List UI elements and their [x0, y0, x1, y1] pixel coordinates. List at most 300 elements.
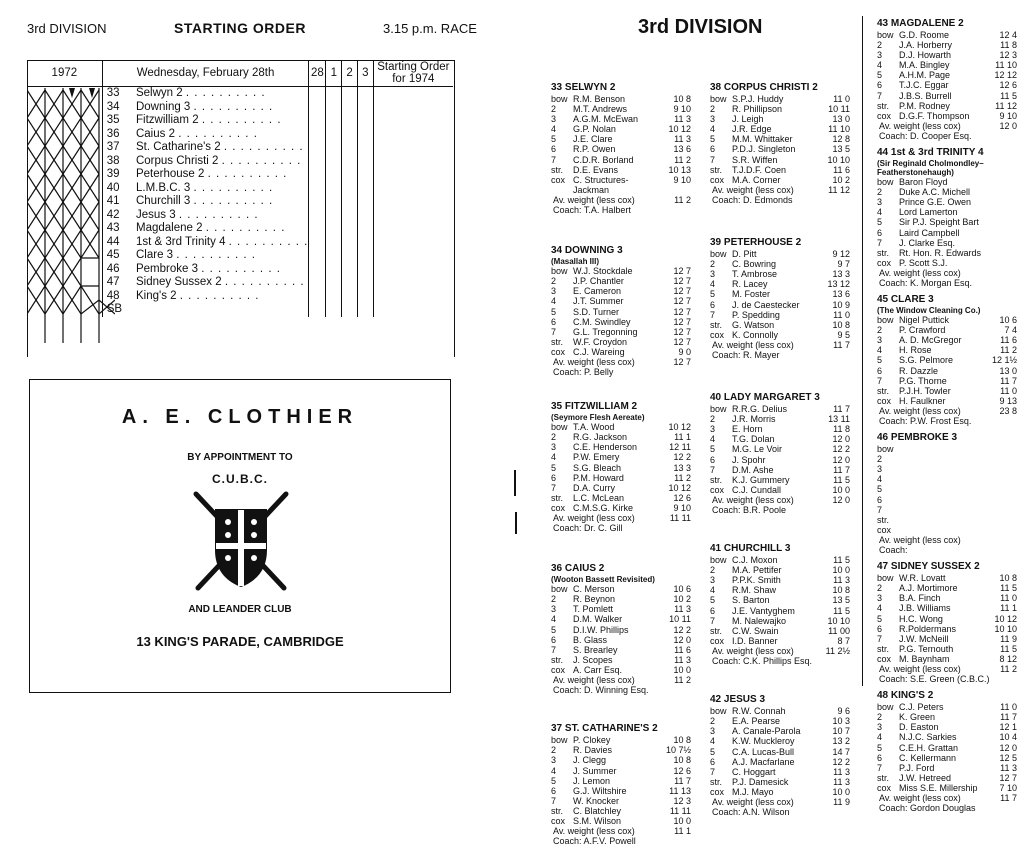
crew-member-row [877, 712, 1017, 722]
crew-name-text: St. Catharine's 2 [135, 141, 221, 153]
crew-nickname: (Seymore Flesh Aereate) [551, 413, 645, 423]
rower-weight: 9 13 [999, 395, 1017, 406]
avg-weight-label: Av. weight (less cox) [879, 793, 961, 803]
rower-name: C.J. Cundall [732, 484, 782, 495]
crew-member-row [710, 404, 850, 414]
row-crew-name: King's 2 . . . . . . . . . . [135, 289, 260, 302]
rower-weight: 12 7 [673, 276, 691, 287]
crew-member-row [551, 276, 691, 286]
rower-name: J.B.S. Burrell [899, 90, 952, 101]
rower-name: Prince G.E. Owen [899, 197, 972, 208]
rower-weight: 10 0 [832, 484, 850, 495]
seat: bow [551, 584, 568, 595]
seat: cox [551, 664, 566, 675]
seat: 2 [710, 716, 716, 727]
seat: 2 [877, 454, 883, 465]
day-cell [342, 182, 358, 196]
rower-name: S.D. Turner [573, 306, 620, 317]
seat: 6 [710, 299, 716, 310]
seat: 3 [710, 269, 716, 280]
row-crew-name: Sidney Sussex 2 . . . . . . . . . . [135, 276, 305, 288]
crew-nickname: (Masallah III) [551, 257, 600, 267]
day-cell [357, 209, 373, 223]
day-cell [357, 128, 373, 142]
seat: 7 [551, 644, 557, 655]
seat: 6 [710, 605, 716, 616]
avg-weight-row [551, 195, 691, 205]
rower-name: D.G.F. Thompson [899, 110, 970, 121]
seat: str. [877, 385, 890, 396]
rower-weight: 13 3 [832, 269, 850, 280]
rower-name: C.M.S.G. Kirke [573, 502, 634, 513]
seat: 4 [551, 296, 557, 307]
rower-weight: 11 3 [833, 776, 850, 787]
ad-club-leander: AND LEANDER CLUB [188, 604, 292, 615]
seat: 5 [877, 70, 883, 81]
rower-name: C.D.R. Borland [573, 154, 634, 165]
rower-name: N.J.C. Sarkies [899, 732, 957, 743]
crew-member-row [710, 94, 850, 104]
crew-block-c43 [877, 18, 1017, 141]
seat: 3 [710, 726, 716, 737]
crew-member-row [710, 565, 850, 575]
seat: bow [551, 266, 568, 277]
rower-weight [983, 238, 1017, 248]
seat: 7 [877, 633, 883, 644]
rower-name: G.P. Nolan [573, 124, 616, 135]
rower-weight: 12 7 [673, 306, 691, 317]
rower-weight: 11 12 [995, 100, 1017, 111]
avg-weight-label: Av. weight (less cox) [712, 339, 794, 350]
seat: str. [710, 776, 723, 787]
order-1974-cell [373, 236, 453, 250]
seat: str. [710, 625, 723, 636]
order-1974-cell [373, 209, 453, 223]
crew-member-row [877, 248, 1017, 258]
day-cell [342, 114, 358, 128]
rower-name: D.E. Evans [573, 164, 619, 175]
seat: 5 [877, 217, 883, 228]
seat: 5 [877, 355, 883, 366]
rower-weight: 11 5 [1000, 643, 1017, 654]
ad-appointment: BY APPOINTMENT TO [187, 452, 293, 463]
crew-block-c46 [877, 432, 1017, 555]
crew-member-row [710, 310, 850, 320]
rower-name: J.E. Vantyghem [732, 605, 795, 616]
seat: bow [877, 30, 894, 40]
crew-member-row [877, 217, 1017, 227]
day-cell [342, 276, 358, 290]
rower-weight: 14 7 [832, 746, 850, 757]
rower-weight: 13 6 [832, 289, 850, 300]
avg-weight-label: Av. weight (less cox) [879, 267, 961, 278]
rower-name: R.G. Jackson [573, 432, 628, 443]
rower-weight [983, 484, 1017, 494]
rower-weight [983, 258, 1017, 268]
seat: 3 [877, 197, 883, 208]
rower-name: C.J. Moxon [732, 555, 778, 566]
crew-block-c38 [710, 82, 850, 205]
col-1: 1 [326, 60, 342, 87]
row-position: 47 [102, 276, 132, 290]
rower-weight: 11 3 [674, 604, 691, 615]
rower-weight: 10 10 [994, 623, 1017, 634]
rower-name: M.T. Andrews [573, 104, 628, 115]
rower-name: C.A. Lucas-Bull [732, 746, 795, 757]
rower-weight: 12 2 [673, 452, 691, 463]
crew-block-c48 [877, 690, 1017, 813]
crew-coach: Coach: T.A. Halbert [553, 205, 631, 216]
crew-member-row [551, 347, 691, 357]
rower-name: R. Beynon [573, 594, 616, 605]
crew-member-row [877, 111, 1017, 121]
rower-weight: 12 0 [832, 454, 850, 465]
seat: 2 [877, 325, 883, 336]
seat: bow [877, 444, 894, 455]
rower-weight: 8 12 [999, 653, 1017, 664]
crew-name-text: Fitzwilliam 2 [135, 114, 199, 126]
crew-member-row [710, 747, 850, 757]
crew-member-row [877, 101, 1017, 111]
day-cell [326, 236, 342, 250]
day-cell [326, 87, 342, 101]
rower-name: E. Cameron [573, 286, 622, 297]
avg-weight-row [877, 121, 1017, 131]
crew-member-row [877, 238, 1017, 248]
row-crew-name: Fitzwilliam 2 . . . . . . . . . . [135, 114, 282, 126]
rower-weight: 12 1½ [991, 355, 1017, 366]
crew-name-text: Peterhouse 2 [135, 168, 205, 180]
crew-coach: Coach: [879, 545, 908, 556]
crew-member-row [710, 124, 850, 134]
rower-name: S.G. Pelmore [899, 355, 954, 366]
seat: 3 [551, 755, 557, 766]
rower-name [899, 474, 983, 484]
seat: cox [551, 502, 566, 513]
avg-weight-value: 11 2 [1000, 663, 1017, 674]
rower-name: Lord Lamerton [899, 207, 958, 218]
crew-coach: Coach: D. Cooper Esq. [879, 130, 972, 141]
crew-block-c45 [877, 294, 1017, 426]
crew-member-row [551, 286, 691, 296]
rower-weight: 11 9 [1000, 633, 1017, 644]
rower-weight: 11 5 [833, 605, 850, 616]
rower-name: A. Canale-Parola [732, 726, 801, 737]
rower-name: Sir P.J. Speight Bart [899, 217, 979, 228]
ad-company-name: A. E. CLOTHIER [121, 406, 359, 428]
crew-member-row [877, 783, 1017, 793]
day-cell [357, 114, 373, 128]
seat: 4 [551, 765, 557, 776]
rower-weight: 12 2 [832, 756, 850, 767]
rower-weight: 13 2 [832, 736, 850, 747]
crew-member-row [710, 269, 850, 279]
avg-weight-value: 11 2 [674, 675, 691, 686]
crew-member-row [877, 603, 1017, 613]
rower-weight: 10 0 [673, 664, 691, 675]
day-cell [326, 101, 342, 115]
crew-title: 44 1st & 3rd TRINITY 4 [877, 147, 984, 159]
seat: 2 [877, 583, 883, 594]
row-crew-name: Pembroke 3 . . . . . . . . . . [135, 262, 281, 275]
crew-nickname: (Wooton Bassett Revisited) [551, 575, 655, 585]
rower-weight: 12 7 [673, 266, 691, 277]
seat: bow [877, 177, 894, 188]
seat: str. [551, 492, 564, 503]
rower-weight [983, 515, 1017, 525]
rower-weight: 10 12 [668, 482, 691, 493]
rower-weight: 11 0 [1000, 702, 1017, 713]
starting-order-title: STARTING ORDER [174, 20, 306, 36]
crew-member-row [710, 777, 850, 787]
avg-weight-label: Av. weight (less cox) [712, 184, 794, 195]
crew-member-row [710, 155, 850, 165]
crew-member-row [877, 80, 1017, 90]
row-position: 40 [102, 182, 132, 196]
seat: 4 [877, 345, 883, 356]
rower-weight: 10 12 [668, 124, 691, 135]
rower-weight: 11 0 [833, 94, 850, 104]
crew-member-row [877, 40, 1017, 50]
rower-weight: 12 2 [673, 624, 691, 635]
crew-member-row [551, 266, 691, 276]
rower-weight: 10 4 [999, 732, 1017, 743]
crew-block-c47 [877, 561, 1017, 684]
rower-name: J.W. McNeill [899, 633, 949, 644]
crew-member-row [877, 495, 1017, 505]
rower-name: W.F. Croydon [573, 336, 628, 347]
rower-weight: 10 8 [832, 585, 850, 596]
avg-weight-row [877, 793, 1017, 803]
crew-member-row [551, 483, 691, 493]
rower-weight: 12 0 [673, 634, 691, 645]
row-crew-name: St. Catharine's 2 . . . . . . . . . . [135, 141, 304, 153]
rower-name: T. Pomlett [573, 604, 614, 615]
seat: 5 [877, 742, 883, 753]
avg-weight-value: 11 9 [833, 796, 850, 807]
avg-weight-row [551, 513, 691, 523]
rower-name: D.M. Walker [573, 614, 623, 625]
crew-coach: Coach: P.W. Frost Esq. [879, 416, 972, 426]
crew-member-row [710, 114, 850, 124]
row-crew-name: Churchill 3 . . . . . . . . . . [135, 195, 274, 207]
avg-weight-row [551, 826, 691, 836]
day-cell [357, 303, 373, 317]
rower-weight: 12 1 [999, 722, 1017, 733]
crew-member-row [877, 614, 1017, 624]
avg-weight-label: Av. weight (less cox) [553, 826, 635, 837]
rower-name: P.G. Ternouth [899, 643, 954, 654]
row-position: 34 [102, 101, 132, 115]
rower-name [899, 484, 983, 494]
rower-name: P. Spedding [732, 309, 780, 320]
crew-member-row [551, 584, 691, 594]
seat: 7 [710, 154, 716, 165]
rower-name: Rt. Hon. R. Edwards [899, 247, 982, 258]
crew-member-row [877, 355, 1017, 365]
rower-weight: 12 7 [673, 326, 691, 337]
day-cell [357, 290, 373, 304]
rower-weight: 12 6 [999, 80, 1017, 91]
rower-weight: 11 7 [833, 404, 850, 415]
crew-member-row [551, 735, 691, 745]
seat: str. [710, 474, 723, 485]
day-cell [342, 263, 358, 277]
day-cell [357, 101, 373, 115]
seat: 3 [877, 335, 883, 346]
rower-weight: 9 7 [837, 259, 850, 270]
avg-weight-label: Av. weight (less cox) [879, 663, 961, 674]
seat: 6 [877, 227, 883, 238]
rower-weight [983, 474, 1017, 484]
crew-name-text: Sidney Sussex 2 [135, 276, 222, 288]
rower-weight: 11 7 [674, 775, 691, 786]
rower-name [899, 454, 983, 464]
crew-member-row [877, 763, 1017, 773]
crew-title: 36 CAIUS 2 [551, 563, 605, 575]
rower-name [899, 495, 983, 505]
row-crew-name: L.M.B.C. 3 . . . . . . . . . . [135, 181, 274, 194]
order-1974-cell [373, 222, 453, 236]
seat: 5 [551, 462, 557, 473]
row-crew-name: Downing 3 . . . . . . . . . . [135, 100, 274, 113]
crew-member-row [877, 525, 1017, 535]
crew-title: 45 CLARE 3 [877, 294, 934, 306]
day-cell [342, 249, 358, 263]
rower-name: D.A. Curry [573, 482, 616, 493]
rower-weight: 10 8 [673, 735, 691, 746]
row-crew-name: Corpus Christi 2 . . . . . . . . . . [135, 154, 302, 167]
crew-member-row [551, 786, 691, 796]
day-cell [309, 155, 326, 169]
crew-coach: Coach: K. Morgan Esq. [879, 277, 973, 288]
rower-name: J. Clegg [573, 755, 607, 766]
avg-weight-value [983, 268, 1017, 278]
avg-weight-row [710, 495, 850, 505]
crew-member-row [877, 444, 1017, 454]
crew-member-row [551, 337, 691, 347]
rower-weight: 11 10 [828, 124, 850, 135]
crew-member-row [877, 773, 1017, 783]
crew-member-row [551, 144, 691, 154]
seat: 2 [877, 187, 883, 198]
crew-member-row [551, 442, 691, 452]
rower-weight: 11 11 [669, 805, 691, 816]
rower-name: J. Clarke Esq. [899, 237, 956, 248]
rower-name: J.R. Morris [732, 414, 776, 425]
crew-member-row [551, 604, 691, 614]
day-cell [309, 276, 326, 290]
crew-title: 34 DOWNING 3 [551, 245, 623, 257]
rower-weight: 11 0 [1000, 593, 1017, 604]
crew-name-text: L.M.B.C. 3 [135, 181, 191, 194]
crew-member-row [877, 228, 1017, 238]
day-cell [342, 155, 358, 169]
rower-weight: 11 10 [995, 60, 1017, 71]
row-position: SB [102, 303, 132, 317]
day-cell [326, 128, 342, 142]
rower-weight: 11 6 [674, 644, 691, 655]
seat: 6 [877, 494, 883, 505]
crew-member-row [710, 165, 850, 175]
rower-weight: 13 0 [832, 114, 850, 125]
order-1974-cell [373, 128, 453, 142]
seat: cox [551, 346, 566, 357]
rower-name: G.L. Tregonning [573, 326, 638, 337]
crew-title: 42 JESUS 3 [710, 694, 766, 706]
rower-name: H. Faulkner [899, 395, 946, 406]
day-cell [309, 209, 326, 223]
crew-member-row [877, 743, 1017, 753]
rower-name: P.P.K. Smith [732, 575, 781, 586]
crew-member-row [710, 767, 850, 777]
rower-weight: 10 0 [832, 565, 850, 576]
crew-member-row [877, 654, 1017, 664]
avg-weight-row [877, 664, 1017, 674]
bump-line [27, 286, 115, 314]
crew-coach: Coach: D. Edmonds [712, 194, 793, 205]
avg-weight-label: Av. weight (less cox) [553, 194, 635, 205]
day-cell [357, 155, 373, 169]
order-1974-cell [373, 141, 453, 155]
rower-weight: 12 7 [673, 336, 691, 347]
rower-weight [983, 207, 1017, 217]
rower-name: Nigel Puttick [899, 315, 950, 326]
seat: bow [877, 315, 894, 326]
crew-member-row [551, 317, 691, 327]
rower-name: P.G. Thorne [899, 375, 947, 386]
crew-member-row [710, 465, 850, 475]
seat: 7 [551, 482, 557, 493]
crew-member-row [877, 30, 1017, 40]
rower-weight: 12 3 [999, 50, 1017, 61]
rower-weight: 11 13 [669, 785, 691, 796]
rower-name: J. Scopes [573, 654, 613, 665]
crew-member-row [877, 464, 1017, 474]
avg-weight-value: 23 8 [999, 405, 1017, 416]
row-position: 37 [102, 141, 132, 155]
rower-weight: 12 0 [832, 434, 850, 445]
rower-weight: 11 3 [833, 766, 850, 777]
crew-member-row [877, 505, 1017, 515]
seat: cox [877, 524, 892, 535]
seat: str. [710, 164, 723, 175]
crew-title: 47 SIDNEY SUSSEX 2 [877, 561, 980, 573]
rower-weight: 9 10 [999, 110, 1017, 121]
seat: 4 [877, 732, 883, 743]
seat: 2 [710, 104, 716, 115]
crew-coach: Coach: B.R. Poole [712, 505, 787, 515]
crew-coach: Coach: C.K. Phillips Esq. [712, 656, 813, 667]
row-position: 43 [102, 222, 132, 236]
seat: 3 [551, 114, 557, 125]
crew-member-row [551, 776, 691, 786]
crew-member-row [710, 279, 850, 289]
seat: 3 [551, 442, 557, 453]
seat: 5 [877, 613, 883, 624]
rower-weight: 12 0 [999, 742, 1017, 753]
rower-weight: 11 3 [674, 654, 691, 665]
day-cell [309, 114, 326, 128]
crew-block-c34 [551, 245, 691, 377]
avg-weight-value [983, 535, 1017, 545]
rower-weight: 10 2 [832, 174, 850, 185]
rower-weight: 9 10 [673, 502, 691, 513]
rower-weight: 11 3 [674, 134, 691, 145]
row-crew-name: 1st & 3rd Trinity 4 . . . . . . . . . . [135, 235, 309, 248]
rower-name: W.R. Lovatt [899, 573, 946, 584]
crew-member-row [710, 716, 850, 726]
